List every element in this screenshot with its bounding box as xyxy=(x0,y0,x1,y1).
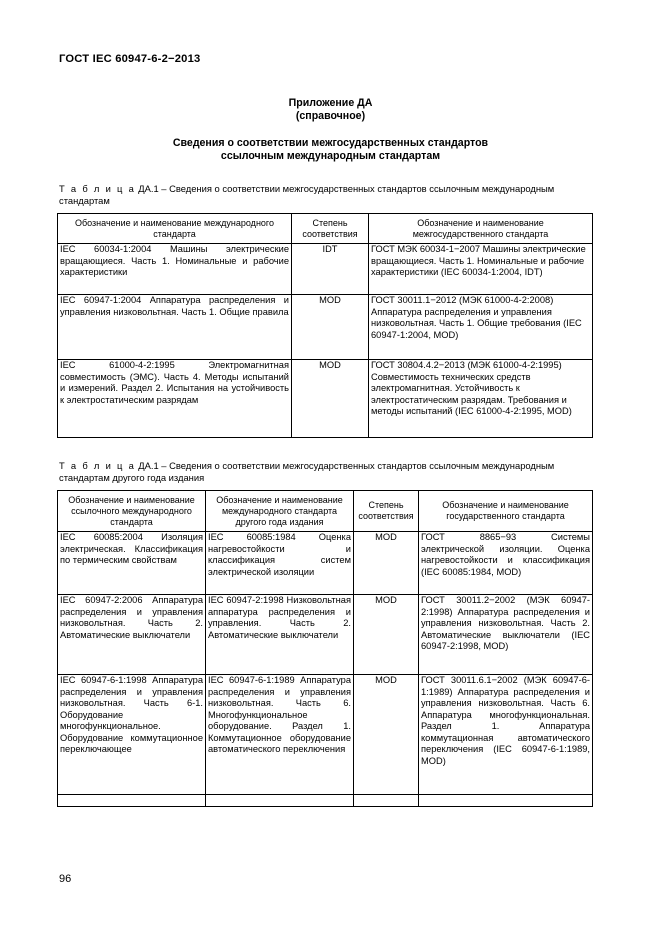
table2-cell-national: ГОСТ 8865−93 Системы электрической изоляции. Оценка нагревостойкости и классификация (IEC 60085:1984, MOD) xyxy=(419,532,593,595)
table1-caption xyxy=(59,183,599,206)
annex-heading-line2: ссылочным международным стандартам xyxy=(220,150,441,162)
table2-cell-degree: MOD xyxy=(354,675,419,795)
table2-cell-other: IEC 60947-6-1:1989 Аппаратура распределения и управления низковольтная. Часть 6. Многофункциональное оборудование. Раздел 1. Коммутационное оборудование автоматического переключения xyxy=(206,675,354,795)
document-code: ГОСТ IEC 60947-6-2−2013 xyxy=(59,53,201,65)
table2-cell-empty xyxy=(419,795,593,807)
table2-cell-other: IEC 60085:1984 Оценка нагревостойкости и классификация систем электрической изоляции xyxy=(206,532,354,595)
table1-caption-text: ДА.1 – Сведения о соответствии межгосударственных стандартов ссылочным международным стандартам xyxy=(59,183,555,206)
table1-caption-label: Т а б л и ц а xyxy=(59,183,136,194)
table2-caption-label: Т а б л и ц а xyxy=(59,460,136,471)
table1-cell-degree: MOD xyxy=(292,295,369,360)
table1-header-intl: Обозначение и наименование международного стандарта xyxy=(58,214,292,244)
table-row xyxy=(58,675,593,795)
table2-cell-degree: MOD xyxy=(354,595,419,675)
table2-header-degree: Степень соответствия xyxy=(354,491,419,532)
annex-title: Приложение ДА xyxy=(288,97,373,109)
table1-cell-interstate: ГОСТ МЭК 60034-1−2007 Машины электрические вращающиеся. Часть 1. Номинальные и рабочие характеристики (IEC 60034-1:2004, IDT) xyxy=(369,244,593,295)
table1-cell-degree: MOD xyxy=(292,360,369,438)
table2-cell-degree: MOD xyxy=(354,532,419,595)
annex-heading-line1: Сведения о соответствии межгосударственных стандартов xyxy=(172,137,489,149)
table-row xyxy=(58,532,593,595)
table-row-empty xyxy=(58,795,593,807)
table2-cell-ref: IEC 60085:2004 Изоляция электрическая. Классификация по термическим свойствам xyxy=(58,532,206,595)
table-row xyxy=(58,360,593,438)
table2-cell-empty xyxy=(206,795,354,807)
table2-cell-ref: IEC 60947-2:2006 Аппаратура распределения и управления низковольтная. Часть 2. Автоматические выключатели xyxy=(58,595,206,675)
table2-cell-empty xyxy=(58,795,206,807)
table2 xyxy=(57,490,593,807)
table2-header-national: Обозначение и наименование государственного стандарта xyxy=(419,491,593,532)
annex-subtitle: (справочное) xyxy=(295,110,366,122)
table1-cell-intl: IEC 60947-1:2004 Аппаратура распределения и управления низковольтная. Часть 1. Общие правила xyxy=(58,295,292,360)
table2-cell-ref: IEC 60947-6-1:1998 Аппаратура распределения и управления низковольтная. Часть 6-1. Оборудование многофункциональное. Оборудование коммутационное переключающее xyxy=(58,675,206,795)
table2-cell-other: IEC 60947-2:1998 Низковольтная аппаратура распределения и управления. Часть 2. Автоматические выключатели xyxy=(206,595,354,675)
table-row xyxy=(58,244,593,295)
table2-header-other: Обозначение и наименование международного стандарта другого года издания xyxy=(206,491,354,532)
table1-header-interstate: Обозначение и наименование межгосударственного стандарта xyxy=(369,214,593,244)
table2-caption xyxy=(59,460,599,483)
table2-caption-text: ДА.1 – Сведения о соответствии межгосударственных стандартов ссылочным международным стандартам другого года издания xyxy=(59,460,555,483)
table1-cell-interstate: ГОСТ 30804.4.2−2013 (МЭК 61000-4-2:1995) Совместимость технических средств электромагнитная. Устойчивость к электростатическим разрядам. Требования и методы испытаний (IEC 61000-4-2:1995, MOD) xyxy=(369,360,593,438)
table1 xyxy=(57,213,593,438)
table1-cell-intl: IEC 61000-4-2:1995 Электромагнитная совместимость (ЭМС). Часть 4. Методы испытаний и измерений. Раздел 2. Испытания на устойчивость к электростатическим разрядам xyxy=(58,360,292,438)
table2-cell-empty xyxy=(354,795,419,807)
table1-header-degree: Степень соответствия xyxy=(292,214,369,244)
table1-cell-interstate: ГОСТ 30011.1−2012 (МЭК 61000-4-2:2008) Аппаратура распределения и управления низковольтная. Часть 1. Общие требования (IEC 60947-1:2004, MOD) xyxy=(369,295,593,360)
table2-cell-national: ГОСТ 30011.2−2002 (МЭК 60947-2:1998) Аппаратура распределения и управления низковольтная. Часть 2. Автоматические выключатели (IEC 60947-2:1998, MOD) xyxy=(419,595,593,675)
table1-cell-degree: IDT xyxy=(292,244,369,295)
table2-cell-national: ГОСТ 30011.6.1−2002 (МЭК 60947-6-1:1989) Аппаратура распределения и управления низковольтная. Часть 6. Аппаратура многофункциональная. Раздел 1. Аппаратура коммутационная автоматического переключения (IEC 60947-6-1:1989, MOD) xyxy=(419,675,593,795)
table1-cell-intl: IEC 60034-1:2004 Машины электрические вращающиеся. Часть 1. Номинальные и рабочие характеристики xyxy=(58,244,292,295)
table-row xyxy=(58,295,593,360)
table-row xyxy=(58,595,593,675)
table2-header-ref: Обозначение и наименование ссылочного международного стандарта xyxy=(58,491,206,532)
page-number: 96 xyxy=(59,873,72,885)
